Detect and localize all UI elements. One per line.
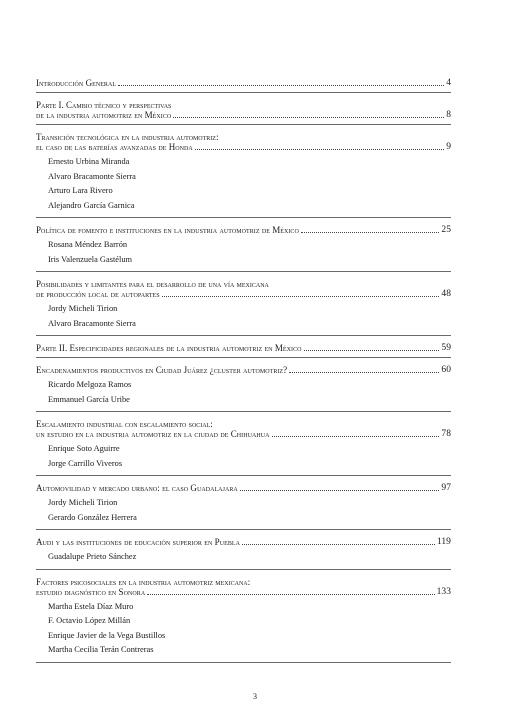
toc-entry-title-row: [36, 587, 451, 597]
dot-leader: [147, 593, 434, 595]
toc-entry-title: de producción local de autopartes: [36, 289, 160, 299]
dot-leader: [173, 116, 444, 118]
author-name: Jordy Micheli Tirion: [48, 304, 118, 313]
toc-entry: [36, 537, 451, 570]
toc-entry-title-row: [36, 483, 451, 493]
author-list: [36, 442, 451, 471]
toc-entry-title: Política de fomento e instituciones en la industria automotriz de México: [36, 225, 299, 235]
dot-leader: [242, 543, 435, 545]
author-name: Emmanuel García Uribe: [48, 394, 130, 404]
toc-entry-title: Encadenamientos productivos en Ciudad Juárez ¿cluster automotriz?: [36, 365, 288, 375]
author-list: [36, 378, 451, 407]
dot-leader: [195, 148, 444, 150]
author-name: Enrique Javier de la Vega Bustillos: [48, 630, 166, 640]
author-name: Ricardo Melgoza Ramos: [48, 380, 132, 389]
toc-entry-title-row: [36, 225, 451, 235]
author-list: [36, 302, 451, 331]
author-name: Arturo Lara Rivero: [48, 186, 113, 195]
author-list: [36, 155, 451, 213]
author-name: Gerardo González Herrera: [48, 512, 137, 522]
toc-entry-title-row: [36, 142, 451, 152]
author-list: [36, 600, 451, 658]
author-name: Alvaro Bracamonte Sierra: [48, 171, 136, 181]
toc-page-number: 48: [441, 289, 451, 299]
toc-entry-title: Factores psicosociales en la industria automotriz mexicana:: [36, 576, 251, 587]
toc-entry-title: Parte II. Especificidades regionales de la industria automotriz en México: [36, 343, 302, 353]
author-name: Iris Valenzuela Gastélum: [48, 254, 133, 264]
toc-entry: [36, 419, 451, 476]
toc-entry-title: estudio diagnóstico en Sonora: [36, 586, 146, 597]
toc-entry-title: Transición tecnológica en la industria automotriz:: [36, 132, 219, 142]
toc-entry-title: Automovilidad y mercado urbano: el caso Guadalajara: [36, 483, 238, 493]
dot-leader: [289, 371, 439, 373]
author-name: Jordy Micheli Tirion: [48, 498, 118, 507]
toc-entry-title: de la industria automotriz en México: [36, 110, 172, 120]
author-list: [36, 238, 451, 267]
dot-leader: [304, 349, 440, 351]
toc-page-number: 60: [441, 365, 451, 375]
toc-page-number: 59: [441, 343, 451, 353]
author-name: Alejandro García Garnica: [48, 200, 135, 210]
toc-entry-title-row: [36, 429, 451, 439]
toc-page-number: 133: [436, 586, 451, 597]
toc-page-number: 119: [436, 537, 451, 547]
toc-entry-title: un estudio en la industria automotriz en la ciudad de Chihuahua: [36, 429, 270, 439]
toc-entry-title: Escalamiento industrial con escalamiento social:: [36, 419, 213, 429]
toc-entry-title: Parte I. Cambio técnico y perspectivas: [36, 100, 172, 110]
toc-entry: [36, 279, 451, 336]
toc-entry: [36, 225, 451, 272]
toc-page-number: 9: [446, 142, 451, 152]
dot-leader: [301, 231, 440, 233]
author-name: Alvaro Bracamonte Sierra: [48, 318, 136, 328]
author-name: Rosana Méndez Barrón: [48, 240, 128, 249]
toc-page-number: 8: [446, 110, 451, 120]
toc-entry-title-row: [36, 365, 451, 375]
toc-page-number: 25: [441, 225, 451, 235]
toc-page-number: 4: [446, 78, 451, 88]
author-list: [36, 550, 451, 565]
table-of-contents: [36, 78, 451, 670]
toc-entry-title-row: [36, 78, 451, 88]
toc-page-number: 78: [441, 429, 451, 439]
author-name: Martha Cecilia Terán Contreras: [48, 645, 154, 654]
toc-page-number: 97: [441, 483, 451, 493]
page-number: 3: [253, 692, 257, 701]
dot-leader: [162, 295, 440, 297]
toc-entry-title-row: [36, 110, 451, 120]
dot-leader: [118, 84, 444, 86]
toc-entry-title: Introducción General: [36, 78, 117, 88]
toc-entry: [36, 100, 451, 125]
author-name: Enrique Soto Aguirre: [48, 444, 120, 453]
toc-entry-title: Posibilidades y limitantes para el desarrollo de una vía mexicana: [36, 279, 269, 289]
toc-entry: [36, 132, 451, 218]
author-list: [36, 496, 451, 525]
toc-entry-title-row: [36, 537, 451, 547]
dot-leader: [240, 489, 440, 491]
author-name: Ernesto Urbina Miranda: [48, 157, 130, 166]
author-name: F. Octavio López Millán: [48, 616, 131, 625]
dot-leader: [272, 435, 440, 437]
toc-entry: [36, 365, 451, 412]
toc-entry-title: Audi y las instituciones de educación superior en Puebla: [36, 537, 240, 547]
toc-entry: [36, 483, 451, 530]
author-name: Jorge Carrillo Viveros: [48, 458, 123, 468]
toc-entry-title: el caso de las baterías avanzadas de Honda: [36, 142, 193, 152]
author-name: Guadalupe Prieto Sánchez: [48, 552, 137, 561]
toc-entry: [36, 343, 451, 358]
toc-entry-title-row: [36, 343, 451, 353]
author-name: Martha Estela Díaz Muro: [48, 601, 134, 611]
toc-entry: [36, 577, 451, 663]
toc-entry-title-row: [36, 289, 451, 299]
toc-entry: [36, 78, 451, 93]
